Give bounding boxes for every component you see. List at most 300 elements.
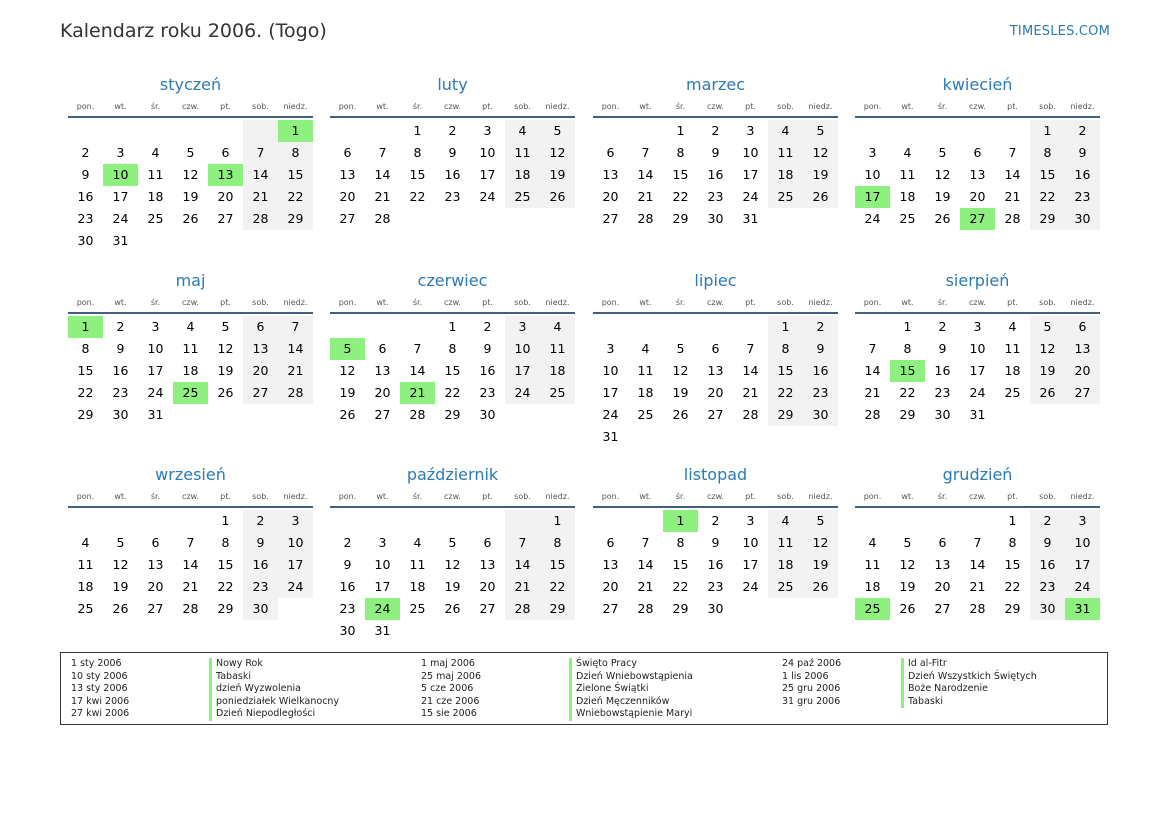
- empty-day-cell: [278, 230, 313, 252]
- day-cell: 28: [969, 601, 986, 616]
- holiday-dates-column-3: [782, 658, 841, 708]
- day-cell: 16: [479, 363, 496, 378]
- empty-day-cell: [540, 404, 575, 426]
- empty-day-cell: [768, 598, 803, 620]
- day-cell: 11: [540, 338, 575, 360]
- day-cell: 12: [899, 557, 916, 572]
- day-cell: 25: [855, 598, 890, 620]
- empty-day-cell: [628, 316, 663, 338]
- weekday-label: pt.: [220, 492, 231, 501]
- weekday-label: śr.: [675, 102, 686, 111]
- month-name: wrzesień: [155, 465, 226, 484]
- weekday-label: czw.: [182, 492, 199, 501]
- day-cell: 6: [378, 341, 387, 356]
- empty-day-cell: [1030, 404, 1065, 426]
- day-cell: 25: [77, 601, 94, 616]
- holiday-date: 17 kwi 2006: [71, 695, 130, 707]
- day-cell: 2: [243, 510, 278, 532]
- weekday-label: pt.: [1007, 102, 1018, 111]
- day-cell: 14: [278, 338, 313, 360]
- empty-day-cell: [505, 510, 540, 532]
- weekday-label: pon.: [76, 102, 95, 111]
- day-cell: 23: [77, 211, 94, 226]
- day-cell: 13: [707, 363, 724, 378]
- month-name: czerwiec: [417, 271, 488, 290]
- day-grid: [593, 510, 838, 620]
- day-cell: 22: [672, 579, 689, 594]
- empty-day-cell: [1065, 404, 1100, 426]
- holiday-name: Boże Narodzenie: [908, 683, 988, 695]
- day-cell: 6: [973, 145, 982, 160]
- day-cell: 27: [707, 407, 724, 422]
- day-cell: 8: [903, 341, 912, 356]
- day-cell: 23: [243, 576, 278, 598]
- day-cell: 28: [374, 211, 391, 226]
- day-cell: 19: [899, 579, 916, 594]
- weekday-header: [593, 486, 838, 508]
- month-calendar: [855, 270, 1100, 426]
- day-cell: 24: [479, 189, 496, 204]
- holiday-date: 10 sty 2006: [71, 670, 128, 682]
- day-cell: 29: [899, 407, 916, 422]
- day-cell: 30: [803, 404, 838, 426]
- day-cell: 21: [742, 385, 759, 400]
- day-cell: 14: [409, 363, 426, 378]
- day-cell: 18: [505, 164, 540, 186]
- day-cell: 17: [1065, 554, 1100, 576]
- empty-day-cell: [208, 404, 243, 426]
- day-cell: 12: [339, 363, 356, 378]
- day-cell: 7: [641, 145, 650, 160]
- day-cell: 23: [1065, 186, 1100, 208]
- day-cell: 1: [540, 510, 575, 532]
- day-cell: 8: [278, 142, 313, 164]
- day-cell: 5: [903, 535, 912, 550]
- empty-day-cell: [593, 316, 628, 338]
- day-cell: 24: [112, 211, 129, 226]
- day-cell: 2: [343, 535, 352, 550]
- day-cell: 5: [448, 535, 457, 550]
- day-cell: 19: [1030, 360, 1065, 382]
- empty-day-cell: [68, 510, 103, 532]
- empty-day-cell: [400, 620, 435, 642]
- day-cell: 10: [479, 145, 496, 160]
- day-cell: 13: [208, 164, 243, 186]
- empty-day-cell: [995, 404, 1030, 426]
- weekday-header: [330, 292, 575, 314]
- day-cell: 21: [864, 385, 881, 400]
- day-cell: 20: [243, 360, 278, 382]
- month-name: sierpień: [945, 271, 1010, 290]
- day-cell: 29: [1004, 601, 1021, 616]
- weekday-label: sob.: [1039, 492, 1056, 501]
- day-cell: 13: [147, 557, 164, 572]
- day-cell: 11: [899, 167, 916, 182]
- empty-day-cell: [698, 316, 733, 338]
- day-cell: 11: [637, 363, 654, 378]
- weekday-label: sob.: [1039, 102, 1056, 111]
- day-cell: 15: [409, 167, 426, 182]
- weekday-label: niedz.: [808, 492, 833, 501]
- day-cell: 5: [116, 535, 125, 550]
- weekday-label: wt.: [639, 102, 652, 111]
- day-cell: 29: [77, 407, 94, 422]
- day-cell: 18: [182, 363, 199, 378]
- day-cell: 24: [742, 189, 759, 204]
- empty-day-cell: [400, 316, 435, 338]
- empty-day-cell: [855, 316, 890, 338]
- empty-day-cell: [505, 208, 540, 230]
- weekday-label: niedz.: [545, 298, 570, 307]
- day-cell: 13: [602, 557, 619, 572]
- day-cell: 4: [186, 319, 195, 334]
- weekday-label: czw.: [182, 298, 199, 307]
- empty-day-cell: [138, 230, 173, 252]
- day-cell: 2: [1030, 510, 1065, 532]
- day-cell: 5: [938, 145, 947, 160]
- day-cell: 10: [278, 532, 313, 554]
- weekday-header: [330, 96, 575, 118]
- day-cell: 6: [243, 316, 278, 338]
- day-cell: 10: [864, 167, 881, 182]
- day-cell: 15: [768, 360, 803, 382]
- day-cell: 2: [448, 123, 457, 138]
- day-cell: 21: [505, 576, 540, 598]
- day-cell: 26: [899, 601, 916, 616]
- day-cell: 19: [934, 189, 951, 204]
- empty-day-cell: [698, 426, 733, 448]
- empty-day-cell: [278, 404, 313, 426]
- holiday-dates-column-2: [421, 658, 481, 721]
- day-cell: 15: [444, 363, 461, 378]
- empty-day-cell: [995, 120, 1030, 142]
- weekday-label: czw.: [969, 102, 986, 111]
- empty-day-cell: [540, 620, 575, 642]
- day-cell: 29: [217, 601, 234, 616]
- day-cell: 10: [103, 164, 138, 186]
- day-cell: 26: [672, 407, 689, 422]
- month-calendar: [68, 464, 313, 620]
- day-cell: 3: [505, 316, 540, 338]
- weekday-label: wt.: [639, 298, 652, 307]
- day-cell: 1: [663, 510, 698, 532]
- day-cell: 18: [409, 579, 426, 594]
- day-cell: 10: [742, 145, 759, 160]
- day-cell: 23: [112, 385, 129, 400]
- day-cell: 8: [448, 341, 457, 356]
- day-cell: 5: [540, 120, 575, 142]
- day-cell: 28: [182, 601, 199, 616]
- day-cell: 17: [742, 557, 759, 572]
- day-cell: 9: [343, 557, 352, 572]
- weekday-header: [68, 96, 313, 118]
- weekday-label: pon.: [863, 298, 882, 307]
- empty-day-cell: [505, 404, 540, 426]
- weekday-label: pon.: [863, 102, 882, 111]
- empty-day-cell: [435, 208, 470, 230]
- month-calendar: [330, 74, 575, 230]
- day-cell: 10: [602, 363, 619, 378]
- day-cell: 11: [147, 167, 164, 182]
- day-cell: 26: [339, 407, 356, 422]
- day-cell: 21: [278, 360, 313, 382]
- weekday-header: [330, 486, 575, 508]
- day-cell: 17: [969, 363, 986, 378]
- weekday-label: pt.: [482, 102, 493, 111]
- day-cell: 17: [855, 186, 890, 208]
- day-cell: 13: [602, 167, 619, 182]
- day-cell: 4: [868, 535, 877, 550]
- day-cell: 15: [672, 557, 689, 572]
- weekday-label: czw.: [969, 492, 986, 501]
- empty-day-cell: [960, 510, 995, 532]
- weekday-label: śr.: [412, 492, 423, 501]
- day-cell: 3: [746, 513, 755, 528]
- day-cell: 7: [973, 535, 982, 550]
- day-cell: 6: [1065, 316, 1100, 338]
- day-cell: 8: [1030, 142, 1065, 164]
- weekday-label: sob.: [514, 102, 531, 111]
- day-cell: 16: [339, 579, 356, 594]
- day-cell: 24: [278, 576, 313, 598]
- day-cell: 2: [803, 316, 838, 338]
- month-calendar: [593, 270, 838, 448]
- empty-day-cell: [68, 120, 103, 142]
- day-cell: 17: [505, 360, 540, 382]
- month-calendar: [855, 464, 1100, 620]
- day-cell: 3: [378, 535, 387, 550]
- empty-day-cell: [628, 120, 663, 142]
- empty-day-cell: [960, 120, 995, 142]
- day-cell: 3: [151, 319, 160, 334]
- day-cell: 20: [147, 579, 164, 594]
- day-cell: 10: [1065, 532, 1100, 554]
- weekday-label: pt.: [1007, 298, 1018, 307]
- day-cell: 19: [182, 189, 199, 204]
- day-cell: 30: [77, 233, 94, 248]
- day-cell: 20: [707, 385, 724, 400]
- day-cell: 12: [672, 363, 689, 378]
- weekday-label: pon.: [338, 102, 357, 111]
- holiday-names-column-2: [569, 658, 693, 721]
- month-calendar: [330, 464, 575, 642]
- day-cell: 16: [707, 167, 724, 182]
- day-cell: 22: [444, 385, 461, 400]
- day-cell: 6: [938, 535, 947, 550]
- day-cell: 29: [768, 404, 803, 426]
- brand-link[interactable]: TIMESLES.COM: [1009, 24, 1110, 39]
- day-cell: 24: [742, 579, 759, 594]
- day-cell: 27: [147, 601, 164, 616]
- day-cell: 6: [343, 145, 352, 160]
- day-cell: 30: [1030, 598, 1065, 620]
- day-cell: 25: [173, 382, 208, 404]
- weekday-label: wt.: [901, 102, 914, 111]
- day-cell: 29: [278, 208, 313, 230]
- day-cell: 27: [217, 211, 234, 226]
- month-calendar: [593, 74, 838, 230]
- empty-day-cell: [663, 426, 698, 448]
- weekday-label: sob.: [1039, 298, 1056, 307]
- day-cell: 8: [221, 535, 230, 550]
- day-cell: 1: [68, 316, 103, 338]
- day-cell: 4: [768, 510, 803, 532]
- day-cell: 22: [217, 579, 234, 594]
- day-cell: 20: [934, 579, 951, 594]
- weekday-header: [855, 292, 1100, 314]
- day-cell: 25: [1004, 385, 1021, 400]
- day-cell: 21: [374, 189, 391, 204]
- day-cell: 6: [483, 535, 492, 550]
- day-cell: 26: [112, 601, 129, 616]
- weekday-label: pon.: [76, 298, 95, 307]
- empty-day-cell: [470, 208, 505, 230]
- day-cell: 26: [182, 211, 199, 226]
- day-cell: 8: [81, 341, 90, 356]
- day-cell: 2: [81, 145, 90, 160]
- day-cell: 7: [186, 535, 195, 550]
- month-calendar: [593, 464, 838, 620]
- day-cell: 12: [182, 167, 199, 182]
- day-cell: 16: [934, 363, 951, 378]
- holiday-names-column-3: [901, 658, 1037, 708]
- weekday-label: niedz.: [808, 298, 833, 307]
- day-cell: 24: [1065, 576, 1100, 598]
- day-cell: 3: [483, 123, 492, 138]
- day-cell: 14: [1004, 167, 1021, 182]
- day-cell: 21: [400, 382, 435, 404]
- day-cell: 9: [243, 532, 278, 554]
- day-cell: 11: [768, 142, 803, 164]
- day-cell: 4: [81, 535, 90, 550]
- day-cell: 7: [378, 145, 387, 160]
- day-cell: 13: [374, 363, 391, 378]
- weekday-label: pt.: [745, 492, 756, 501]
- day-cell: 6: [606, 535, 615, 550]
- day-cell: 13: [1065, 338, 1100, 360]
- day-cell: 9: [448, 145, 457, 160]
- weekday-label: sob.: [514, 298, 531, 307]
- day-cell: 15: [1004, 557, 1021, 572]
- day-cell: 9: [711, 145, 720, 160]
- weekday-label: śr.: [150, 492, 161, 501]
- weekday-label: śr.: [150, 298, 161, 307]
- day-cell: 18: [1004, 363, 1021, 378]
- day-cell: 12: [540, 142, 575, 164]
- weekday-label: śr.: [937, 492, 948, 501]
- day-cell: 18: [768, 164, 803, 186]
- day-cell: 26: [217, 385, 234, 400]
- holiday-date: 15 sie 2006: [421, 708, 477, 720]
- holiday-name: Id al-Fitr: [908, 658, 947, 669]
- weekday-header: [593, 96, 838, 118]
- day-cell: 29: [444, 407, 461, 422]
- day-cell: 7: [1008, 145, 1017, 160]
- day-cell: 14: [243, 164, 278, 186]
- day-cell: 15: [278, 164, 313, 186]
- day-cell: 13: [479, 557, 496, 572]
- holiday-date: 1 sty 2006: [71, 658, 122, 669]
- day-cell: 15: [890, 360, 925, 382]
- day-cell: 31: [147, 407, 164, 422]
- month-calendar: [855, 74, 1100, 230]
- holiday-name: Zielone Świątki: [576, 683, 649, 695]
- empty-day-cell: [470, 510, 505, 532]
- day-cell: 18: [540, 360, 575, 382]
- day-cell: 1: [1008, 513, 1017, 528]
- day-cell: 28: [505, 598, 540, 620]
- weekday-label: niedz.: [545, 102, 570, 111]
- day-cell: 4: [540, 316, 575, 338]
- day-cell: 16: [444, 167, 461, 182]
- day-cell: 7: [746, 341, 755, 356]
- holiday-date: 27 kwi 2006: [71, 708, 130, 720]
- day-cell: 29: [540, 598, 575, 620]
- weekday-label: pt.: [745, 298, 756, 307]
- day-cell: 8: [413, 145, 422, 160]
- empty-day-cell: [855, 120, 890, 142]
- weekday-label: pon.: [601, 492, 620, 501]
- weekday-label: czw.: [444, 298, 461, 307]
- day-cell: 12: [803, 142, 838, 164]
- empty-day-cell: [593, 120, 628, 142]
- day-grid: [593, 120, 838, 230]
- holiday-date: 24 paź 2006: [782, 658, 842, 669]
- day-cell: 2: [711, 513, 720, 528]
- day-grid: [855, 120, 1100, 230]
- weekday-label: czw.: [707, 102, 724, 111]
- day-cell: 12: [444, 557, 461, 572]
- day-grid: [855, 316, 1100, 426]
- day-cell: 31: [374, 623, 391, 638]
- empty-day-cell: [103, 510, 138, 532]
- weekday-label: wt.: [639, 492, 652, 501]
- day-cell: 18: [768, 554, 803, 576]
- day-cell: 23: [1030, 576, 1065, 598]
- day-cell: 30: [479, 407, 496, 422]
- weekday-label: pon.: [601, 298, 620, 307]
- empty-day-cell: [470, 620, 505, 642]
- day-cell: 18: [637, 385, 654, 400]
- day-cell: 14: [182, 557, 199, 572]
- day-cell: 20: [969, 189, 986, 204]
- weekday-label: czw.: [444, 492, 461, 501]
- empty-day-cell: [628, 510, 663, 532]
- day-cell: 10: [147, 341, 164, 356]
- holiday-list: [60, 652, 1108, 725]
- weekday-label: wt.: [376, 102, 389, 111]
- empty-day-cell: [278, 598, 313, 620]
- day-cell: 19: [112, 579, 129, 594]
- day-cell: 7: [505, 532, 540, 554]
- month-name: listopad: [683, 465, 748, 484]
- day-cell: 3: [746, 123, 755, 138]
- day-cell: 30: [243, 598, 278, 620]
- day-cell: 7: [278, 316, 313, 338]
- day-cell: 22: [77, 385, 94, 400]
- weekday-label: śr.: [150, 102, 161, 111]
- day-cell: 19: [672, 385, 689, 400]
- day-cell: 31: [602, 429, 619, 444]
- day-cell: 27: [243, 382, 278, 404]
- weekday-label: czw.: [182, 102, 199, 111]
- empty-day-cell: [803, 598, 838, 620]
- day-cell: 22: [409, 189, 426, 204]
- day-cell: 23: [444, 189, 461, 204]
- empty-day-cell: [243, 120, 278, 142]
- weekday-label: niedz.: [808, 102, 833, 111]
- day-cell: 22: [278, 186, 313, 208]
